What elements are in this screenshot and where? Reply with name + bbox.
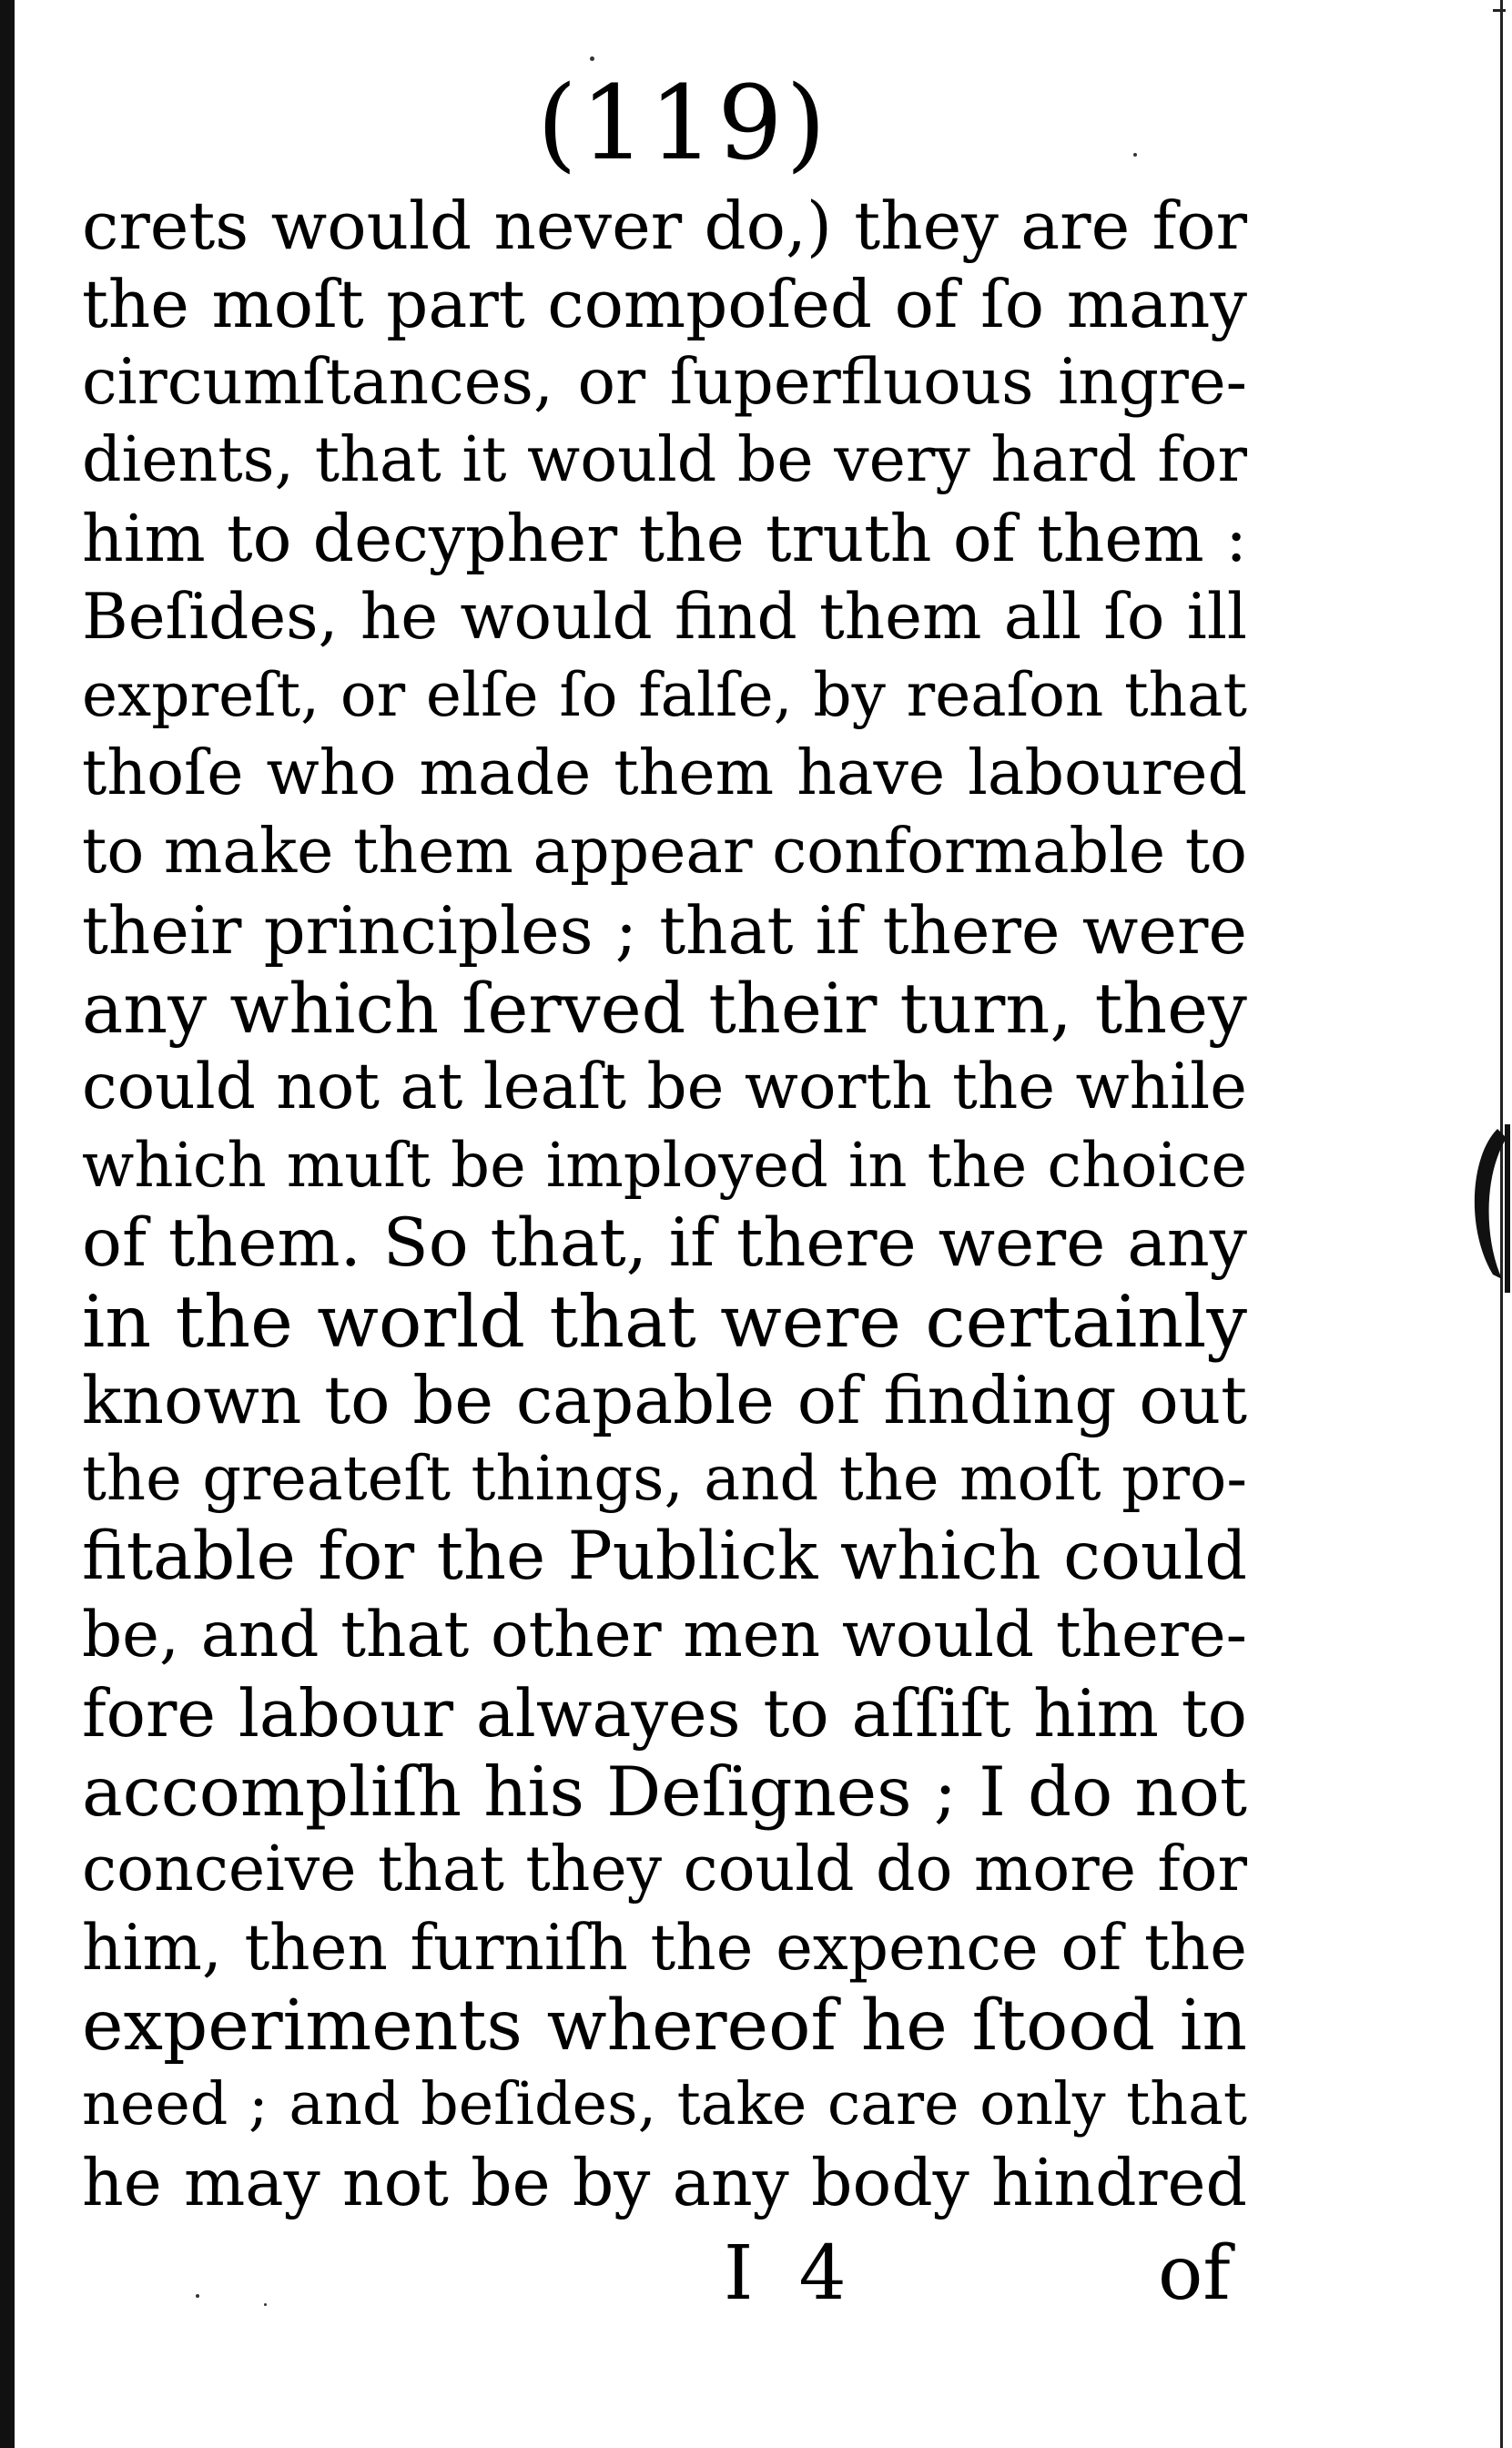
text-line: accompliſh his Deſignes ; I do not <box>82 1752 1247 1832</box>
text-line: which muſt be imployed in the choice <box>82 1130 1247 1201</box>
text-line: of them. So that, if there were any <box>82 1204 1247 1282</box>
text-line: the moſt part compoſed of ſo many <box>82 266 1247 342</box>
text-line: any which ſerved their turn, they <box>82 968 1247 1049</box>
text-line: their principles ; that if there were <box>82 892 1247 969</box>
text-line: circumſtances, or ſuperfluous ingre- <box>82 346 1247 419</box>
text-line: need ; and beſides, take care only that <box>82 2070 1247 2138</box>
text-line: be, and that other men would there- <box>82 1599 1247 1671</box>
text-line: him, then furniſh the expence of the <box>82 1912 1247 1985</box>
page-footer <box>0 2229 1512 2320</box>
text-line: expreſt, or elſe ſo falſe, by reaſon that <box>82 660 1247 730</box>
page-number: (119) <box>537 65 830 183</box>
ink-speck <box>590 56 594 61</box>
binding-edge <box>0 0 15 2448</box>
text-line: to make them appear conformable to <box>82 816 1247 888</box>
ink-speck <box>196 2294 199 2298</box>
body-text <box>82 187 1247 2222</box>
text-line: could not at leaſt be worth the while <box>82 1051 1247 1123</box>
text-line: him to decypher the truth of them : <box>82 501 1247 576</box>
text-line: he may not be by any body hindred <box>82 2145 1247 2220</box>
ink-speck <box>1133 153 1137 157</box>
text-line: fitable for the Publick which could <box>82 1518 1247 1595</box>
text-line: fore labour alwayes to aſſiſt him to <box>82 1675 1247 1752</box>
text-line: in the world that were certainly <box>82 1280 1247 1364</box>
scan-edge-tick <box>1493 9 1506 12</box>
catchword: of <box>1158 2230 1231 2317</box>
text-line: crets would never do,) they are for <box>82 188 1247 264</box>
text-line: thoſe who made them have laboured <box>82 737 1247 809</box>
text-line: dients, that it would be very hard for <box>82 424 1247 496</box>
signature-mark: I 4 <box>724 2230 857 2317</box>
text-line: conceive that they could do more for <box>82 1833 1247 1905</box>
facing-page-fragment <box>1461 1120 1512 1302</box>
text-line: known to be capable of finding out <box>82 1362 1247 1438</box>
ink-speck <box>264 2303 267 2306</box>
text-line: the greateſt things, and the moſt pro- <box>82 1443 1247 1514</box>
text-line: experiments whereof he ſtood in <box>82 1986 1247 2067</box>
text-line: Beſides, he would find them all ſo ill <box>82 581 1247 654</box>
